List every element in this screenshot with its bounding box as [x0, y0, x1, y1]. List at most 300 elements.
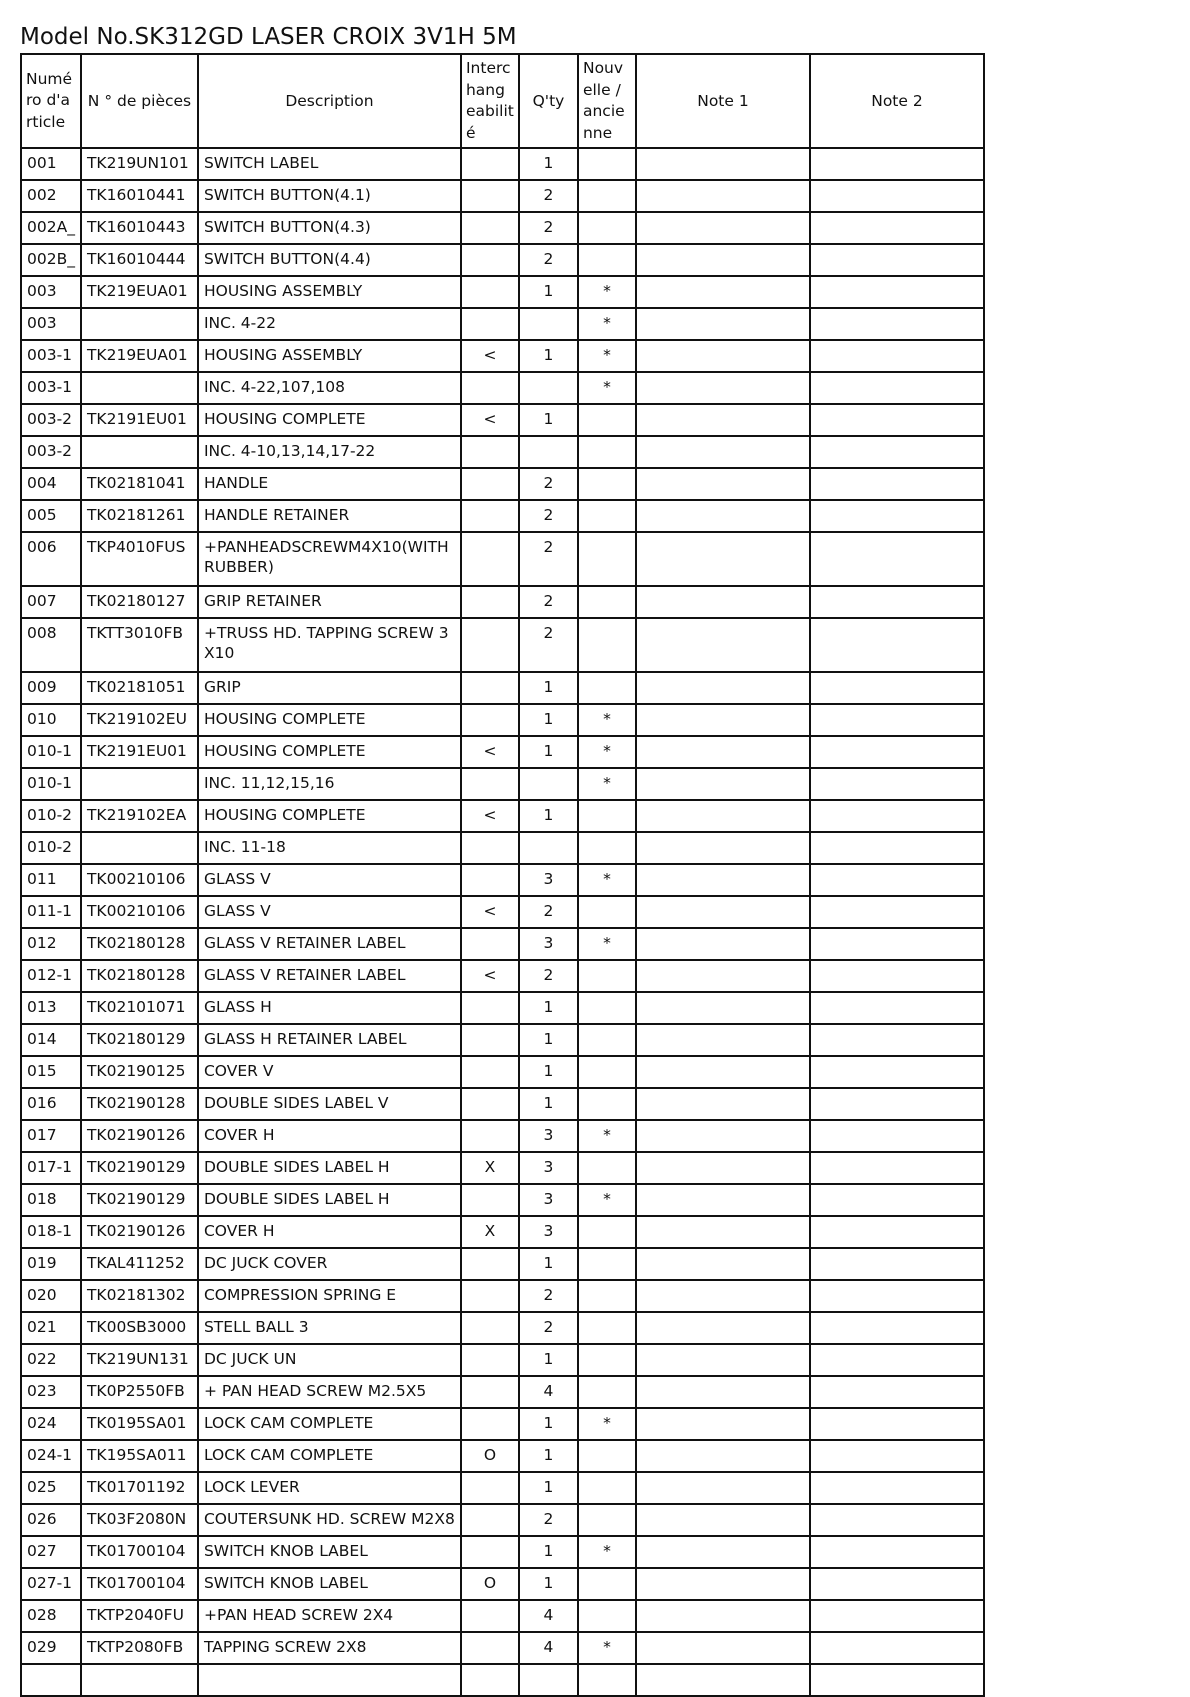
- part-number-cell: TK2191EU01: [81, 736, 198, 768]
- interchangeability-cell: [461, 212, 519, 244]
- part-number-cell: TKTP2080FB: [81, 1632, 198, 1664]
- note-2-cell: [810, 960, 984, 992]
- document-title: Model No.SK312GD LASER CROIX 3V1H 5M: [20, 24, 517, 50]
- quantity-cell: [519, 436, 578, 468]
- item-number-cell: 005: [21, 500, 81, 532]
- new-old-cell: [578, 148, 636, 180]
- note-1-cell: [636, 404, 810, 436]
- description-cell: LOCK CAM COMPLETE: [198, 1408, 461, 1440]
- part-number-cell: TK219EUA01: [81, 276, 198, 308]
- note-2-cell: [810, 1344, 984, 1376]
- note-2-cell: [810, 800, 984, 832]
- item-number-cell: 018-1: [21, 1216, 81, 1248]
- table-row: [21, 800, 984, 832]
- table-header-row: [21, 54, 984, 148]
- new-old-cell: *: [578, 1408, 636, 1440]
- description-cell: INC. 11-18: [198, 832, 461, 864]
- description-cell: INC. 11,12,15,16: [198, 768, 461, 800]
- interchangeability-cell: [461, 1056, 519, 1088]
- table-row: [21, 1600, 984, 1632]
- item-number-cell: 007: [21, 586, 81, 618]
- part-number-cell: [81, 436, 198, 468]
- new-old-cell: *: [578, 864, 636, 896]
- parts-table: [20, 53, 985, 1697]
- note-2-cell: [810, 768, 984, 800]
- note-2-cell: [810, 1088, 984, 1120]
- header-new-old: Nouvelle / ancienne: [578, 54, 636, 148]
- part-number-cell: TK02190128: [81, 1088, 198, 1120]
- part-number-cell: TK02180129: [81, 1024, 198, 1056]
- item-number-cell: 008: [21, 618, 81, 672]
- note-1-cell: [636, 864, 810, 896]
- new-old-cell: [578, 1376, 636, 1408]
- new-old-cell: [578, 672, 636, 704]
- item-number-cell: 022: [21, 1344, 81, 1376]
- note-1-cell: [636, 468, 810, 500]
- new-old-cell: *: [578, 340, 636, 372]
- header-interchangeability: Interchangeabilité: [461, 54, 519, 148]
- description-cell: SWITCH KNOB LABEL: [198, 1536, 461, 1568]
- table-row: [21, 928, 984, 960]
- item-number-cell: 016: [21, 1088, 81, 1120]
- note-1-cell: [636, 800, 810, 832]
- description-cell: GRIP RETAINER: [198, 586, 461, 618]
- new-old-cell: [578, 618, 636, 672]
- part-number-cell: TK02101071: [81, 992, 198, 1024]
- description-cell: GLASS V RETAINER LABEL: [198, 960, 461, 992]
- note-2-cell: [810, 1056, 984, 1088]
- table-row: [21, 704, 984, 736]
- interchangeability-cell: <: [461, 960, 519, 992]
- item-number-cell: 010-2: [21, 800, 81, 832]
- new-old-cell: *: [578, 736, 636, 768]
- new-old-cell: [578, 436, 636, 468]
- interchangeability-cell: [461, 1536, 519, 1568]
- table-row: [21, 672, 984, 704]
- note-2-cell: [810, 736, 984, 768]
- table-row: [21, 1280, 984, 1312]
- table-row: [21, 960, 984, 992]
- new-old-cell: [578, 532, 636, 586]
- new-old-cell: *: [578, 1120, 636, 1152]
- note-2-cell: [810, 340, 984, 372]
- description-cell: DOUBLE SIDES LABEL H: [198, 1184, 461, 1216]
- part-number-cell: TK02190129: [81, 1152, 198, 1184]
- table-row: [21, 618, 984, 672]
- part-number-cell: TK219102EU: [81, 704, 198, 736]
- interchangeability-cell: [461, 864, 519, 896]
- quantity-cell: 1: [519, 148, 578, 180]
- new-old-cell: *: [578, 928, 636, 960]
- description-cell: SWITCH BUTTON(4.1): [198, 180, 461, 212]
- note-1-cell: [636, 1600, 810, 1632]
- note-2-cell: [810, 1632, 984, 1664]
- note-1-cell: [636, 1024, 810, 1056]
- note-1-cell: [636, 532, 810, 586]
- note-1-cell: [636, 1216, 810, 1248]
- part-number-cell: [81, 832, 198, 864]
- table-row: [21, 992, 984, 1024]
- description-cell: STELL BALL 3: [198, 1312, 461, 1344]
- description-cell: GLASS H: [198, 992, 461, 1024]
- table-row: [21, 1472, 984, 1504]
- new-old-cell: [578, 1248, 636, 1280]
- part-number-cell: TK02181261: [81, 500, 198, 532]
- description-cell: HOUSING ASSEMBLY: [198, 276, 461, 308]
- table-row: [21, 1216, 984, 1248]
- table-row: [21, 1632, 984, 1664]
- description-cell: +PAN HEAD SCREW 2X4: [198, 1600, 461, 1632]
- note-1-cell: [636, 1472, 810, 1504]
- quantity-cell: 2: [519, 896, 578, 928]
- note-2-cell: [810, 148, 984, 180]
- note-1-cell: [636, 1280, 810, 1312]
- table-row: [21, 500, 984, 532]
- table-row: [21, 736, 984, 768]
- description-cell: HOUSING COMPLETE: [198, 704, 461, 736]
- note-1-cell: [636, 1184, 810, 1216]
- part-number-cell: TK219EUA01: [81, 340, 198, 372]
- table-row: [21, 832, 984, 864]
- item-number-cell: 002: [21, 180, 81, 212]
- description-cell: GLASS V RETAINER LABEL: [198, 928, 461, 960]
- note-2-cell: [810, 404, 984, 436]
- quantity-cell: 3: [519, 1216, 578, 1248]
- description-cell: LOCK LEVER: [198, 1472, 461, 1504]
- table-row: [21, 340, 984, 372]
- note-1-cell: [636, 896, 810, 928]
- table-row: [21, 1184, 984, 1216]
- item-number-cell: 001: [21, 148, 81, 180]
- item-number-cell: 003-1: [21, 372, 81, 404]
- quantity-cell: 2: [519, 1504, 578, 1536]
- interchangeability-cell: [461, 1024, 519, 1056]
- note-2-cell: [810, 1504, 984, 1536]
- new-old-cell: [578, 1344, 636, 1376]
- table-row: [21, 1664, 984, 1696]
- table-row: [21, 1152, 984, 1184]
- new-old-cell: [578, 586, 636, 618]
- description-cell: INC. 4-22,107,108: [198, 372, 461, 404]
- quantity-cell: 2: [519, 180, 578, 212]
- note-2-cell: [810, 180, 984, 212]
- note-2-cell: [810, 500, 984, 532]
- part-number-cell: TK01700104: [81, 1568, 198, 1600]
- table-row: [21, 1088, 984, 1120]
- new-old-cell: *: [578, 768, 636, 800]
- note-2-cell: [810, 864, 984, 896]
- new-old-cell: [578, 1472, 636, 1504]
- note-2-cell: [810, 832, 984, 864]
- interchangeability-cell: [461, 436, 519, 468]
- quantity-cell: 1: [519, 672, 578, 704]
- table-row: [21, 244, 984, 276]
- note-1-cell: [636, 928, 810, 960]
- note-1-cell: [636, 1408, 810, 1440]
- interchangeability-cell: [461, 618, 519, 672]
- interchangeability-cell: [461, 1344, 519, 1376]
- quantity-cell: 1: [519, 800, 578, 832]
- note-1-cell: [636, 1568, 810, 1600]
- interchangeability-cell: [461, 500, 519, 532]
- header-note-2: Note 2: [810, 54, 984, 148]
- part-number-cell: TK02181051: [81, 672, 198, 704]
- interchangeability-cell: [461, 372, 519, 404]
- quantity-cell: 4: [519, 1632, 578, 1664]
- part-number-cell: TK02181041: [81, 468, 198, 500]
- note-1-cell: [636, 1152, 810, 1184]
- part-number-cell: TK219102EA: [81, 800, 198, 832]
- part-number-cell: TK16010444: [81, 244, 198, 276]
- new-old-cell: [578, 1312, 636, 1344]
- description-cell: COVER H: [198, 1216, 461, 1248]
- interchangeability-cell: [461, 1184, 519, 1216]
- header-note-1: Note 1: [636, 54, 810, 148]
- item-number-cell: 014: [21, 1024, 81, 1056]
- quantity-cell: 1: [519, 736, 578, 768]
- item-number-cell: 020: [21, 1280, 81, 1312]
- item-number-cell: 023: [21, 1376, 81, 1408]
- description-cell: GRIP: [198, 672, 461, 704]
- quantity-cell: 3: [519, 928, 578, 960]
- item-number-cell: 003-2: [21, 436, 81, 468]
- new-old-cell: *: [578, 276, 636, 308]
- item-number-cell: 017: [21, 1120, 81, 1152]
- description-cell: HANDLE RETAINER: [198, 500, 461, 532]
- note-1-cell: [636, 1376, 810, 1408]
- new-old-cell: [578, 1056, 636, 1088]
- interchangeability-cell: <: [461, 404, 519, 436]
- note-1-cell: [636, 372, 810, 404]
- note-2-cell: [810, 276, 984, 308]
- table-row: [21, 532, 984, 586]
- quantity-cell: 1: [519, 1408, 578, 1440]
- quantity-cell: 2: [519, 960, 578, 992]
- note-2-cell: [810, 704, 984, 736]
- quantity-cell: [519, 768, 578, 800]
- interchangeability-cell: [461, 1600, 519, 1632]
- note-1-cell: [636, 500, 810, 532]
- part-number-cell: TK16010441: [81, 180, 198, 212]
- description-cell: DC JUCK UN: [198, 1344, 461, 1376]
- item-number-cell: 024-1: [21, 1440, 81, 1472]
- note-2-cell: [810, 1216, 984, 1248]
- table-row: [21, 1376, 984, 1408]
- table-row: [21, 1440, 984, 1472]
- description-cell: COVER H: [198, 1120, 461, 1152]
- note-2-cell: [810, 468, 984, 500]
- new-old-cell: *: [578, 1536, 636, 1568]
- note-1-cell: [636, 1504, 810, 1536]
- note-2-cell: [810, 1472, 984, 1504]
- item-number-cell: 015: [21, 1056, 81, 1088]
- note-2-cell: [810, 1312, 984, 1344]
- item-number-cell: 002A_: [21, 212, 81, 244]
- interchangeability-cell: [461, 928, 519, 960]
- quantity-cell: 2: [519, 532, 578, 586]
- part-number-cell: TK00210106: [81, 896, 198, 928]
- new-old-cell: [578, 1088, 636, 1120]
- description-cell: GLASS V: [198, 896, 461, 928]
- new-old-cell: [578, 180, 636, 212]
- quantity-cell: 2: [519, 468, 578, 500]
- table-row: [21, 436, 984, 468]
- new-old-cell: [578, 468, 636, 500]
- note-2-cell: [810, 928, 984, 960]
- item-number-cell: 027-1: [21, 1568, 81, 1600]
- new-old-cell: *: [578, 1632, 636, 1664]
- interchangeability-cell: [461, 1632, 519, 1664]
- description-cell: SWITCH LABEL: [198, 148, 461, 180]
- note-1-cell: [636, 1056, 810, 1088]
- part-number-cell: TK195SA011: [81, 1440, 198, 1472]
- item-number-cell: 026: [21, 1504, 81, 1536]
- part-number-cell: TK219UN101: [81, 148, 198, 180]
- note-2-cell: [810, 992, 984, 1024]
- note-1-cell: [636, 704, 810, 736]
- description-cell: INC. 4-22: [198, 308, 461, 340]
- interchangeability-cell: <: [461, 896, 519, 928]
- quantity-cell: 1: [519, 1440, 578, 1472]
- description-cell: HOUSING ASSEMBLY: [198, 340, 461, 372]
- new-old-cell: *: [578, 1184, 636, 1216]
- header-item-number: Numéro d'article: [21, 54, 81, 148]
- interchangeability-cell: <: [461, 736, 519, 768]
- description-cell: LOCK CAM COMPLETE: [198, 1440, 461, 1472]
- part-number-cell: TK2191EU01: [81, 404, 198, 436]
- part-number-cell: TK02180128: [81, 928, 198, 960]
- part-number-cell: [81, 1664, 198, 1696]
- item-number-cell: 017-1: [21, 1152, 81, 1184]
- table-row: [21, 468, 984, 500]
- quantity-cell: 3: [519, 864, 578, 896]
- quantity-cell: 2: [519, 618, 578, 672]
- note-1-cell: [636, 1536, 810, 1568]
- table-row: [21, 1568, 984, 1600]
- note-1-cell: [636, 992, 810, 1024]
- note-2-cell: [810, 672, 984, 704]
- quantity-cell: 2: [519, 244, 578, 276]
- interchangeability-cell: [461, 148, 519, 180]
- quantity-cell: 4: [519, 1376, 578, 1408]
- new-old-cell: [578, 896, 636, 928]
- part-number-cell: TK0P2550FB: [81, 1376, 198, 1408]
- interchangeability-cell: [461, 1312, 519, 1344]
- description-cell: HANDLE: [198, 468, 461, 500]
- item-number-cell: 028: [21, 1600, 81, 1632]
- note-2-cell: [810, 1152, 984, 1184]
- new-old-cell: [578, 960, 636, 992]
- quantity-cell: 2: [519, 212, 578, 244]
- description-cell: [198, 1664, 461, 1696]
- description-cell: HOUSING COMPLETE: [198, 736, 461, 768]
- new-old-cell: [578, 1664, 636, 1696]
- description-cell: COUTERSUNK HD. SCREW M2X8: [198, 1504, 461, 1536]
- part-number-cell: TK02190129: [81, 1184, 198, 1216]
- table-row: [21, 768, 984, 800]
- description-cell: + PAN HEAD SCREW M2.5X5: [198, 1376, 461, 1408]
- description-cell: INC. 4-10,13,14,17-22: [198, 436, 461, 468]
- note-2-cell: [810, 308, 984, 340]
- note-2-cell: [810, 244, 984, 276]
- quantity-cell: 1: [519, 1024, 578, 1056]
- part-number-cell: TK01700104: [81, 1536, 198, 1568]
- interchangeability-cell: [461, 704, 519, 736]
- parts-table-body: [21, 148, 984, 1696]
- part-number-cell: [81, 308, 198, 340]
- note-1-cell: [636, 1344, 810, 1376]
- new-old-cell: [578, 832, 636, 864]
- note-1-cell: [636, 1088, 810, 1120]
- note-1-cell: [636, 1248, 810, 1280]
- part-number-cell: TK03F2080N: [81, 1504, 198, 1536]
- note-1-cell: [636, 768, 810, 800]
- part-number-cell: [81, 372, 198, 404]
- item-number-cell: 006: [21, 532, 81, 586]
- interchangeability-cell: [461, 1472, 519, 1504]
- interchangeability-cell: [461, 1088, 519, 1120]
- header-quantity: Q'ty: [519, 54, 578, 148]
- part-number-cell: TK0195SA01: [81, 1408, 198, 1440]
- note-2-cell: [810, 1408, 984, 1440]
- quantity-cell: 1: [519, 1344, 578, 1376]
- description-cell: +PANHEADSCREWM4X10(WITHRUBBER): [198, 532, 461, 586]
- part-number-cell: TK02190126: [81, 1216, 198, 1248]
- table-row: [21, 372, 984, 404]
- interchangeability-cell: O: [461, 1440, 519, 1472]
- part-number-cell: TK02180128: [81, 960, 198, 992]
- quantity-cell: 1: [519, 992, 578, 1024]
- note-2-cell: [810, 1664, 984, 1696]
- item-number-cell: 004: [21, 468, 81, 500]
- interchangeability-cell: [461, 768, 519, 800]
- item-number-cell: 009: [21, 672, 81, 704]
- interchangeability-cell: <: [461, 340, 519, 372]
- interchangeability-cell: [461, 244, 519, 276]
- interchangeability-cell: [461, 468, 519, 500]
- note-2-cell: [810, 532, 984, 586]
- note-1-cell: [636, 1632, 810, 1664]
- note-1-cell: [636, 586, 810, 618]
- quantity-cell: 1: [519, 1536, 578, 1568]
- note-2-cell: [810, 1024, 984, 1056]
- item-number-cell: 011-1: [21, 896, 81, 928]
- new-old-cell: [578, 500, 636, 532]
- table-row: [21, 1408, 984, 1440]
- part-number-cell: TK02190125: [81, 1056, 198, 1088]
- item-number-cell: 010-1: [21, 736, 81, 768]
- item-number-cell: 003-2: [21, 404, 81, 436]
- part-number-cell: TK01701192: [81, 1472, 198, 1504]
- interchangeability-cell: [461, 1120, 519, 1152]
- quantity-cell: 2: [519, 1312, 578, 1344]
- description-cell: DOUBLE SIDES LABEL V: [198, 1088, 461, 1120]
- note-2-cell: [810, 436, 984, 468]
- description-cell: SWITCH BUTTON(4.3): [198, 212, 461, 244]
- item-number-cell: 027: [21, 1536, 81, 1568]
- interchangeability-cell: [461, 1248, 519, 1280]
- new-old-cell: [578, 800, 636, 832]
- table-row: [21, 1024, 984, 1056]
- description-cell: +TRUSS HD. TAPPING SCREW 3X10: [198, 618, 461, 672]
- note-1-cell: [636, 436, 810, 468]
- table-row: [21, 212, 984, 244]
- table-row: [21, 404, 984, 436]
- note-1-cell: [636, 212, 810, 244]
- description-cell: DOUBLE SIDES LABEL H: [198, 1152, 461, 1184]
- quantity-cell: 1: [519, 276, 578, 308]
- note-2-cell: [810, 1568, 984, 1600]
